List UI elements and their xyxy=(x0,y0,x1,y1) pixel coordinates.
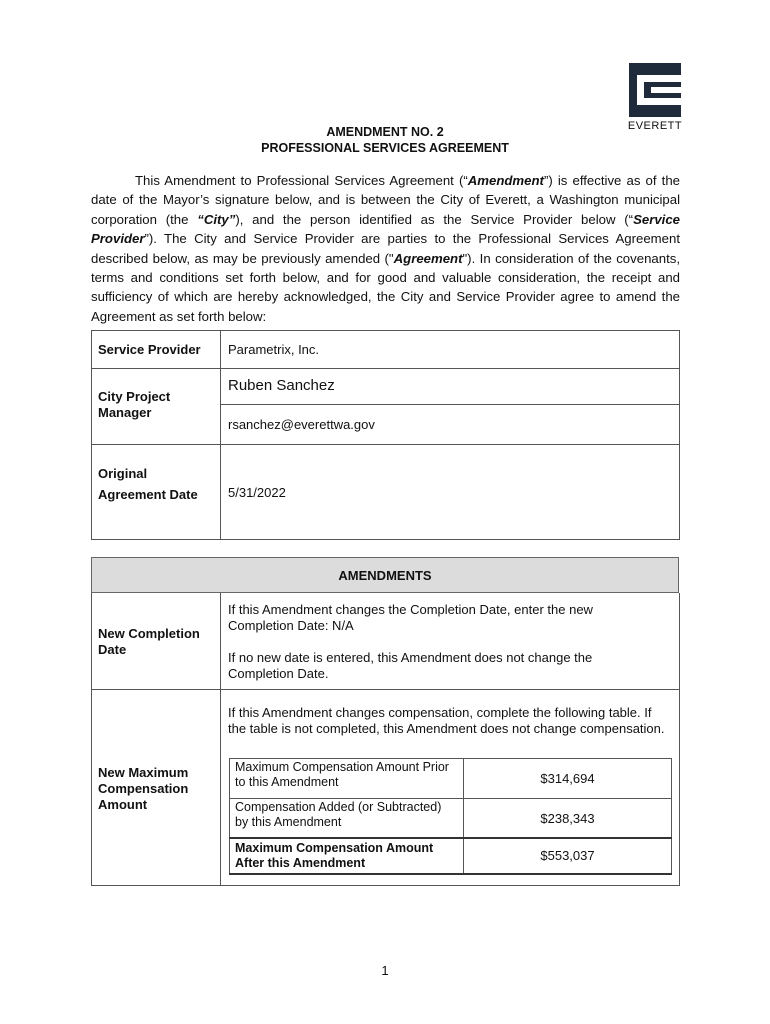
service-provider-label: Service Provider xyxy=(98,342,201,357)
service-provider-value: Parametrix, Inc. xyxy=(228,342,320,357)
amendments-header: AMENDMENTS xyxy=(91,557,679,593)
original-date-label-2: Agreement Date xyxy=(98,487,198,502)
comp-after-label: Maximum Compensation Amount After this Amendment xyxy=(235,841,434,870)
intro-paragraph: This Amendment to Professional Services Agreement (“Amendment”) is effective as of the date of the Mayor’s signature below, and is between the City of Everett, a Washington municipal corporation (the “City”), and the person identified as the Service Provider below (“Service Provider”). The City and Service Provider are parties to the Professional Services Agreement described below, as may be previously amended ("Agreement"). In consideration of the covenants, terms and conditions set forth below, and for good and valuable consideration, the receipt and sufficiency of which are hereby acknowledged, the City and Service Provider agree to amend the Agreement as set forth below: xyxy=(91,173,680,324)
original-date-label-1: Original xyxy=(98,466,148,481)
compensation-text: If this Amendment changes compensation, complete the following table. If the table is not completed, this Amendment does not change compensation. xyxy=(228,705,665,736)
max-compensation-label: New Maximum Compensation Amount xyxy=(98,765,189,812)
comp-prior-label: Maximum Compensation Amount Prior to this Amendment xyxy=(235,760,449,789)
completion-date-text: If this Amendment changes the Completion Date, enter the new Completion Date: N/A xyxy=(228,602,593,633)
comp-added-value: $238,343 xyxy=(540,811,595,826)
completion-date-note: If no new date is entered, this Amendment does not change the Completion Date. xyxy=(228,650,593,681)
completion-date-label: New Completion Date xyxy=(98,626,200,657)
logo-text: EVERETT xyxy=(627,120,683,132)
page-number: 1 xyxy=(381,963,389,978)
original-date-value: 5/31/2022 xyxy=(228,485,286,500)
page-title: AMENDMENT NO. 2 xyxy=(326,125,444,139)
comp-after-value: $553,037 xyxy=(540,848,595,863)
everett-logo-icon xyxy=(629,63,681,117)
project-manager-name: Ruben Sanchez xyxy=(228,377,335,394)
comp-added-label: Compensation Added (or Subtracted) by this Amendment xyxy=(235,800,442,829)
page-subtitle: PROFESSIONAL SERVICES AGREEMENT xyxy=(261,141,509,155)
project-manager-email: rsanchez@everettwa.gov xyxy=(228,417,375,432)
project-manager-label: City Project Manager xyxy=(98,389,171,420)
comp-prior-value: $314,694 xyxy=(540,771,595,786)
